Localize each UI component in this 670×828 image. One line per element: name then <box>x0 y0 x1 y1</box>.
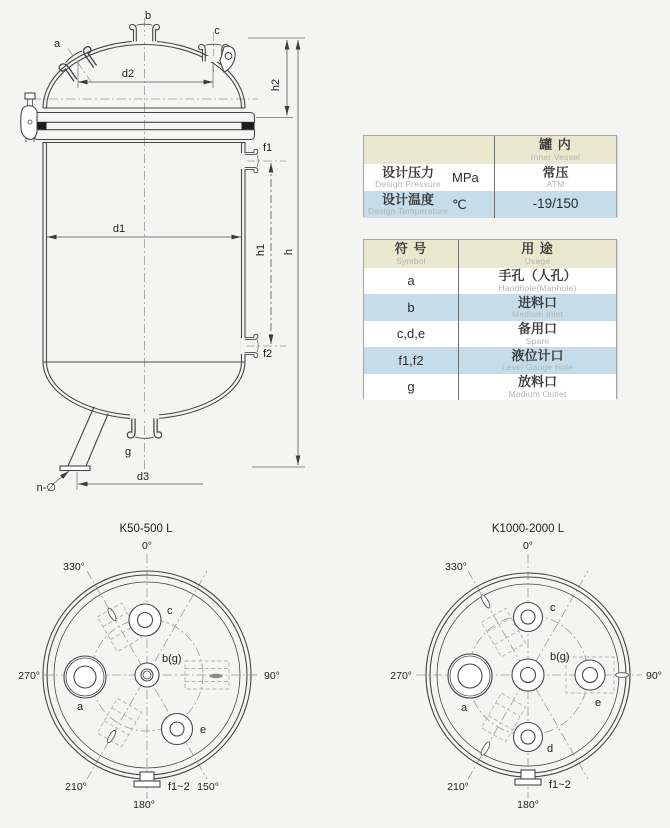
empty-header-cell <box>364 136 494 164</box>
temperature-unit: ℃ <box>452 196 467 212</box>
symbol-usage-table <box>363 239 617 399</box>
plan1-angle-90: 90° <box>264 670 280 682</box>
plan1-label-c: c <box>167 605 173 617</box>
plan1-nozzle-e <box>162 714 193 745</box>
symbol-header-zh: 符 号 <box>394 241 428 257</box>
symbol-header <box>364 240 458 268</box>
label-n-diameter: n-∅ <box>36 482 56 494</box>
plan1-label-a: a <box>76 701 84 713</box>
plan2-nozzle-e <box>575 660 605 690</box>
inner-vessel-zh: 罐 内 <box>539 137 572 153</box>
plan1-angle-0: 0° <box>141 540 153 552</box>
label-d1: d1 <box>112 223 126 235</box>
design-temperature-zh: 设计温度 <box>381 191 434 207</box>
table-row-cde <box>364 321 616 347</box>
usage-header-en: Usage <box>524 255 551 266</box>
table-row-b <box>364 294 616 320</box>
label-d2: d2 <box>121 68 135 80</box>
plan2-label-c: c <box>550 602 556 614</box>
pressure-value-cell <box>494 164 616 191</box>
inner-vessel-en: Inner Vessel <box>530 151 581 162</box>
usage-cde-en: Spare <box>525 335 550 346</box>
label-f2: f2 <box>263 348 273 360</box>
plan1-label-e: e <box>200 724 207 736</box>
usage-a-en: Handhole(Manhole) <box>498 283 577 294</box>
label-f1: f1 <box>263 142 273 154</box>
leg-foot-pad <box>60 466 90 471</box>
vessel-side-view <box>0 0 340 516</box>
plan1-title: K50-500 L <box>119 523 173 535</box>
plan2-nozzle-bg <box>512 659 544 691</box>
label-g: g <box>124 446 132 458</box>
label-c: c <box>214 25 220 37</box>
usage-a-zh: 手孔（人孔） <box>498 268 577 284</box>
usage-cde-zh: 备用口 <box>517 321 557 337</box>
plan1-angle-210: 210° <box>65 781 87 793</box>
pressure-unit: MPa <box>452 169 479 185</box>
label-h: h <box>283 248 295 256</box>
usage-header <box>458 240 616 268</box>
plan2-angle-90: 90° <box>646 670 662 682</box>
plan2-angle-330: 330° <box>445 561 467 573</box>
symbol-f1f2: f1,f2 <box>398 352 424 368</box>
plan2-nozzle-d <box>514 723 543 752</box>
inner-vessel-header <box>494 136 616 164</box>
table-row-a <box>364 268 616 294</box>
flange-clamp <box>21 93 37 142</box>
table-row-f1f2 <box>364 347 616 373</box>
plan1-label-bg: b(g) <box>162 653 182 665</box>
plan2-angle-180: 180° <box>517 799 539 811</box>
plan2-angle-270: 270° <box>390 670 412 682</box>
symbol-g: g <box>407 378 415 394</box>
usage-header-zh: 用 途 <box>521 241 554 257</box>
usage-f1f2-en: Level Gauge Hole <box>501 362 574 373</box>
plan1-nozzle-bg <box>135 663 159 687</box>
design-pressure-cell <box>364 164 494 191</box>
plan1-nozzle-a <box>64 656 106 698</box>
plan1-nozzle-c <box>129 604 161 636</box>
plan-view-k50-500 <box>0 518 310 828</box>
plan2-angle-210: 210° <box>447 781 469 793</box>
symbol-a: a <box>407 273 415 289</box>
label-h1: h1 <box>255 243 267 257</box>
plan2-nozzle-a <box>448 654 492 698</box>
plan2-label-a: a <box>460 702 468 714</box>
usage-f1f2-zh: 液位计口 <box>511 347 564 363</box>
symbol-cde: c,d,e <box>396 326 426 342</box>
bottom-head-inner <box>47 362 242 416</box>
design-pressure-zh: 设计压力 <box>381 164 434 180</box>
nozzle-a <box>53 38 108 94</box>
plan1-angle-270: 270° <box>18 670 40 682</box>
plan2-nozzle-c <box>514 603 543 632</box>
plan2-label-d: d <box>547 743 554 755</box>
label-h2: h2 <box>270 78 282 92</box>
label-a: a <box>53 38 61 50</box>
pressure-value-en: ATM <box>546 179 565 190</box>
bottom-head-outer <box>43 362 245 419</box>
design-conditions-table <box>363 135 617 217</box>
usage-b-en: Medium Inlet <box>511 309 564 320</box>
pressure-value-zh: 常压 <box>542 164 569 180</box>
plan1-angle-180: 180° <box>133 799 155 811</box>
table-row-g <box>364 374 616 400</box>
plan1-angle-150: 150° <box>197 781 219 793</box>
design-temperature-cell <box>364 191 494 218</box>
plan-view-k1000-2000 <box>370 518 670 828</box>
plan1-label-f: f1~2 <box>168 781 190 793</box>
design-pressure-en: Design Pressure <box>375 179 441 190</box>
plan2-title: K1000-2000 L <box>491 523 565 535</box>
design-temperature-en: Design Temperature <box>368 206 448 217</box>
label-d3: d3 <box>136 471 150 483</box>
usage-g-zh: 放料口 <box>517 373 557 389</box>
plan1-angle-330: 330° <box>63 561 85 573</box>
plan2-label-f: f1~2 <box>549 779 571 791</box>
gasket-right <box>242 122 255 129</box>
symbol-b: b <box>407 299 415 315</box>
label-b: b <box>144 10 152 22</box>
temperature-value-cell <box>494 191 616 218</box>
plan2-angle-0: 0° <box>522 540 534 552</box>
usage-b-zh: 进料口 <box>517 294 557 310</box>
plan2-label-bg: b(g) <box>550 651 570 663</box>
symbol-header-en: Symbol <box>396 255 426 266</box>
temperature-value: -19/150 <box>532 196 579 212</box>
plan2-label-e: e <box>595 697 602 709</box>
usage-g-en: Medium Outlet <box>508 388 567 399</box>
